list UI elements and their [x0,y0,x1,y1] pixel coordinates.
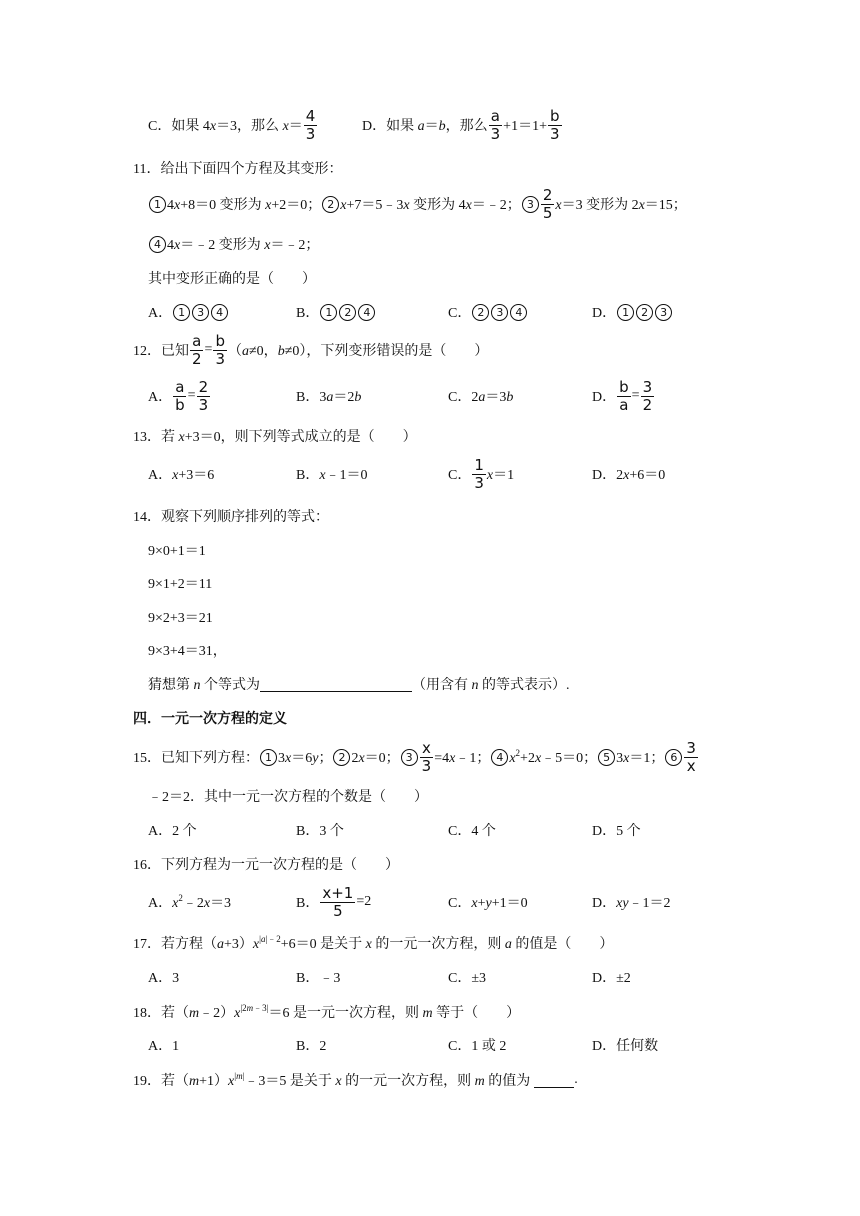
q11-question: 其中变形正确的是（ ） [148,272,316,287]
q13-option-c: C． $\frac{1}{3}$ x＝1 [448,455,515,492]
q15-option-d: D．5 个 [592,824,641,839]
q10-option-c: C．如果 4x＝3，那么 x＝ $\frac{4}{3}$ [148,106,316,143]
q13-option-b: B．x﹣1＝0 [296,468,368,483]
q14-eq-3: 9×2+3＝21 [148,611,213,626]
q17-option-a: A．3 [148,971,180,986]
fraction: $\frac{4}{3}$ [305,106,316,143]
circled-number-3: 3 [522,196,539,213]
answer-blank[interactable] [534,1073,574,1088]
q14-eq-1: 9×0+1＝1 [148,544,206,559]
q13-option-a: A．x+3＝6 [148,468,215,483]
q16-option-c: C．x+y+1＝0 [448,896,528,911]
circled-number-1: 1 [149,196,166,213]
q12-stem: 12．已知 $\frac{a}{2}$ = $\frac{b}{3}$ （a≠0，b≠0），下列变形错误的是（ ） [133,331,489,368]
fraction: $\frac{a}{2}$ [192,331,202,368]
q17-option-c: C．±3 [448,971,487,986]
fraction: $\frac{b}{3}$ [549,106,560,143]
q11-line2: 4 4x＝﹣2 变形为 x＝﹣2； [148,224,319,264]
q12-option-b: B．3a＝2b [296,390,362,405]
q12-option-c: C．2a＝3b [448,390,514,405]
q11-stem: 11．给出下面四个方程及其变形： [133,162,343,177]
q18-option-b: B．2 [296,1039,327,1054]
q15-option-c: C．4 个 [448,824,496,839]
circled-number-4: 4 [149,236,166,253]
q11-option-c: C． 2 3 4 [448,292,528,332]
q15-line2: ﹣2＝2．其中一元一次方程的个数是（ ） [148,790,428,805]
q18-option-d: D．任何数 [592,1039,659,1054]
circled-number-2: 2 [322,196,339,213]
q16-option-a: A．$x^2﹣2x=3$ [148,893,232,911]
q12-option-d: D． $\frac{b}{a}$ = $\frac{3}{2}$ [592,377,653,414]
fraction: $\frac{a}{3}$ [490,106,501,143]
q13-stem: 13．若 x+3＝0，则下列等式成立的是（ ） [133,430,417,445]
q17-option-b: B．﹣3 [296,971,341,986]
fraction: $\frac{b}{3}$ [215,331,225,368]
q12-option-a: A． $\frac{a}{b}$ = $\frac{2}{3}$ [148,377,209,414]
q10-option-d: D．如果 a＝b，那么 $\frac{a}{3}$ +1＝1+ $\frac{b}{3}$ [362,106,560,143]
q14-stem: 14．观察下列顺序排列的等式： [133,510,329,525]
q14-eq-2: 9×1+2＝11 [148,577,213,592]
q11-option-b: B． 1 2 4 [296,292,376,332]
q11-option-d: D． 1 2 3 [592,292,673,332]
q17-stem: 17．若方程$(a+3)x^{|a|﹣2}+6=0$ 是关于 x 的一元一次方程，则 a 的值是（ ） [133,933,614,952]
q11-line1: 1 4x+8＝0 变形为 x+2＝0； 2 x+7＝5﹣3x 变形为 4x＝﹣2； 3 $\frac{2}{5}$ x＝3 变形为 2x＝15； [148,184,687,224]
q19-stem: 19．若$(m+1)x^{|m|}﹣3=5$ 是关于 x 的一元一次方程，则 m 的值为 . [133,1071,578,1089]
q17-option-d: D．±2 [592,971,631,986]
q11-option-a: A． 1 3 4 [148,292,229,332]
answer-blank[interactable] [260,677,412,692]
q16-option-b: B． $\frac{x+1}{5}$ =2 [296,883,372,920]
q18-option-c: C．1 或 2 [448,1039,507,1054]
q16-option-d: D．xy﹣1＝2 [592,896,671,911]
q16-stem: 16．下列方程为一元一次方程的是（ ） [133,858,399,873]
q13-option-d: D．2x+6＝0 [592,468,666,483]
q18-stem: 18．若$(m﹣2)x^{|2m﹣3|}=6$ 是一元一次方程，则 m 等于（ ） [133,1002,521,1021]
section-heading: 四．一元一次方程的定义 [133,711,287,727]
q15-line1: 15．已知下列方程： 1 3x＝6y； 2 2x＝0； 3 $\frac{x}{3}$ =4x﹣1； 4 $x^2+2x﹣5=0$； 5 3x＝1； 6 $\frac{3}{x}$ [133,738,696,775]
q18-option-a: A．1 [148,1039,180,1054]
q15-option-b: B．3 个 [296,824,344,839]
q14-eq-4: 9×3+4＝31， [148,644,227,659]
q15-option-a: A．2 个 [148,824,197,839]
q14-guess: 猜想第 n 个等式为 （用含有 n 的等式表示）. [148,678,570,693]
fraction: $\frac{2}{5}$ [542,185,553,222]
